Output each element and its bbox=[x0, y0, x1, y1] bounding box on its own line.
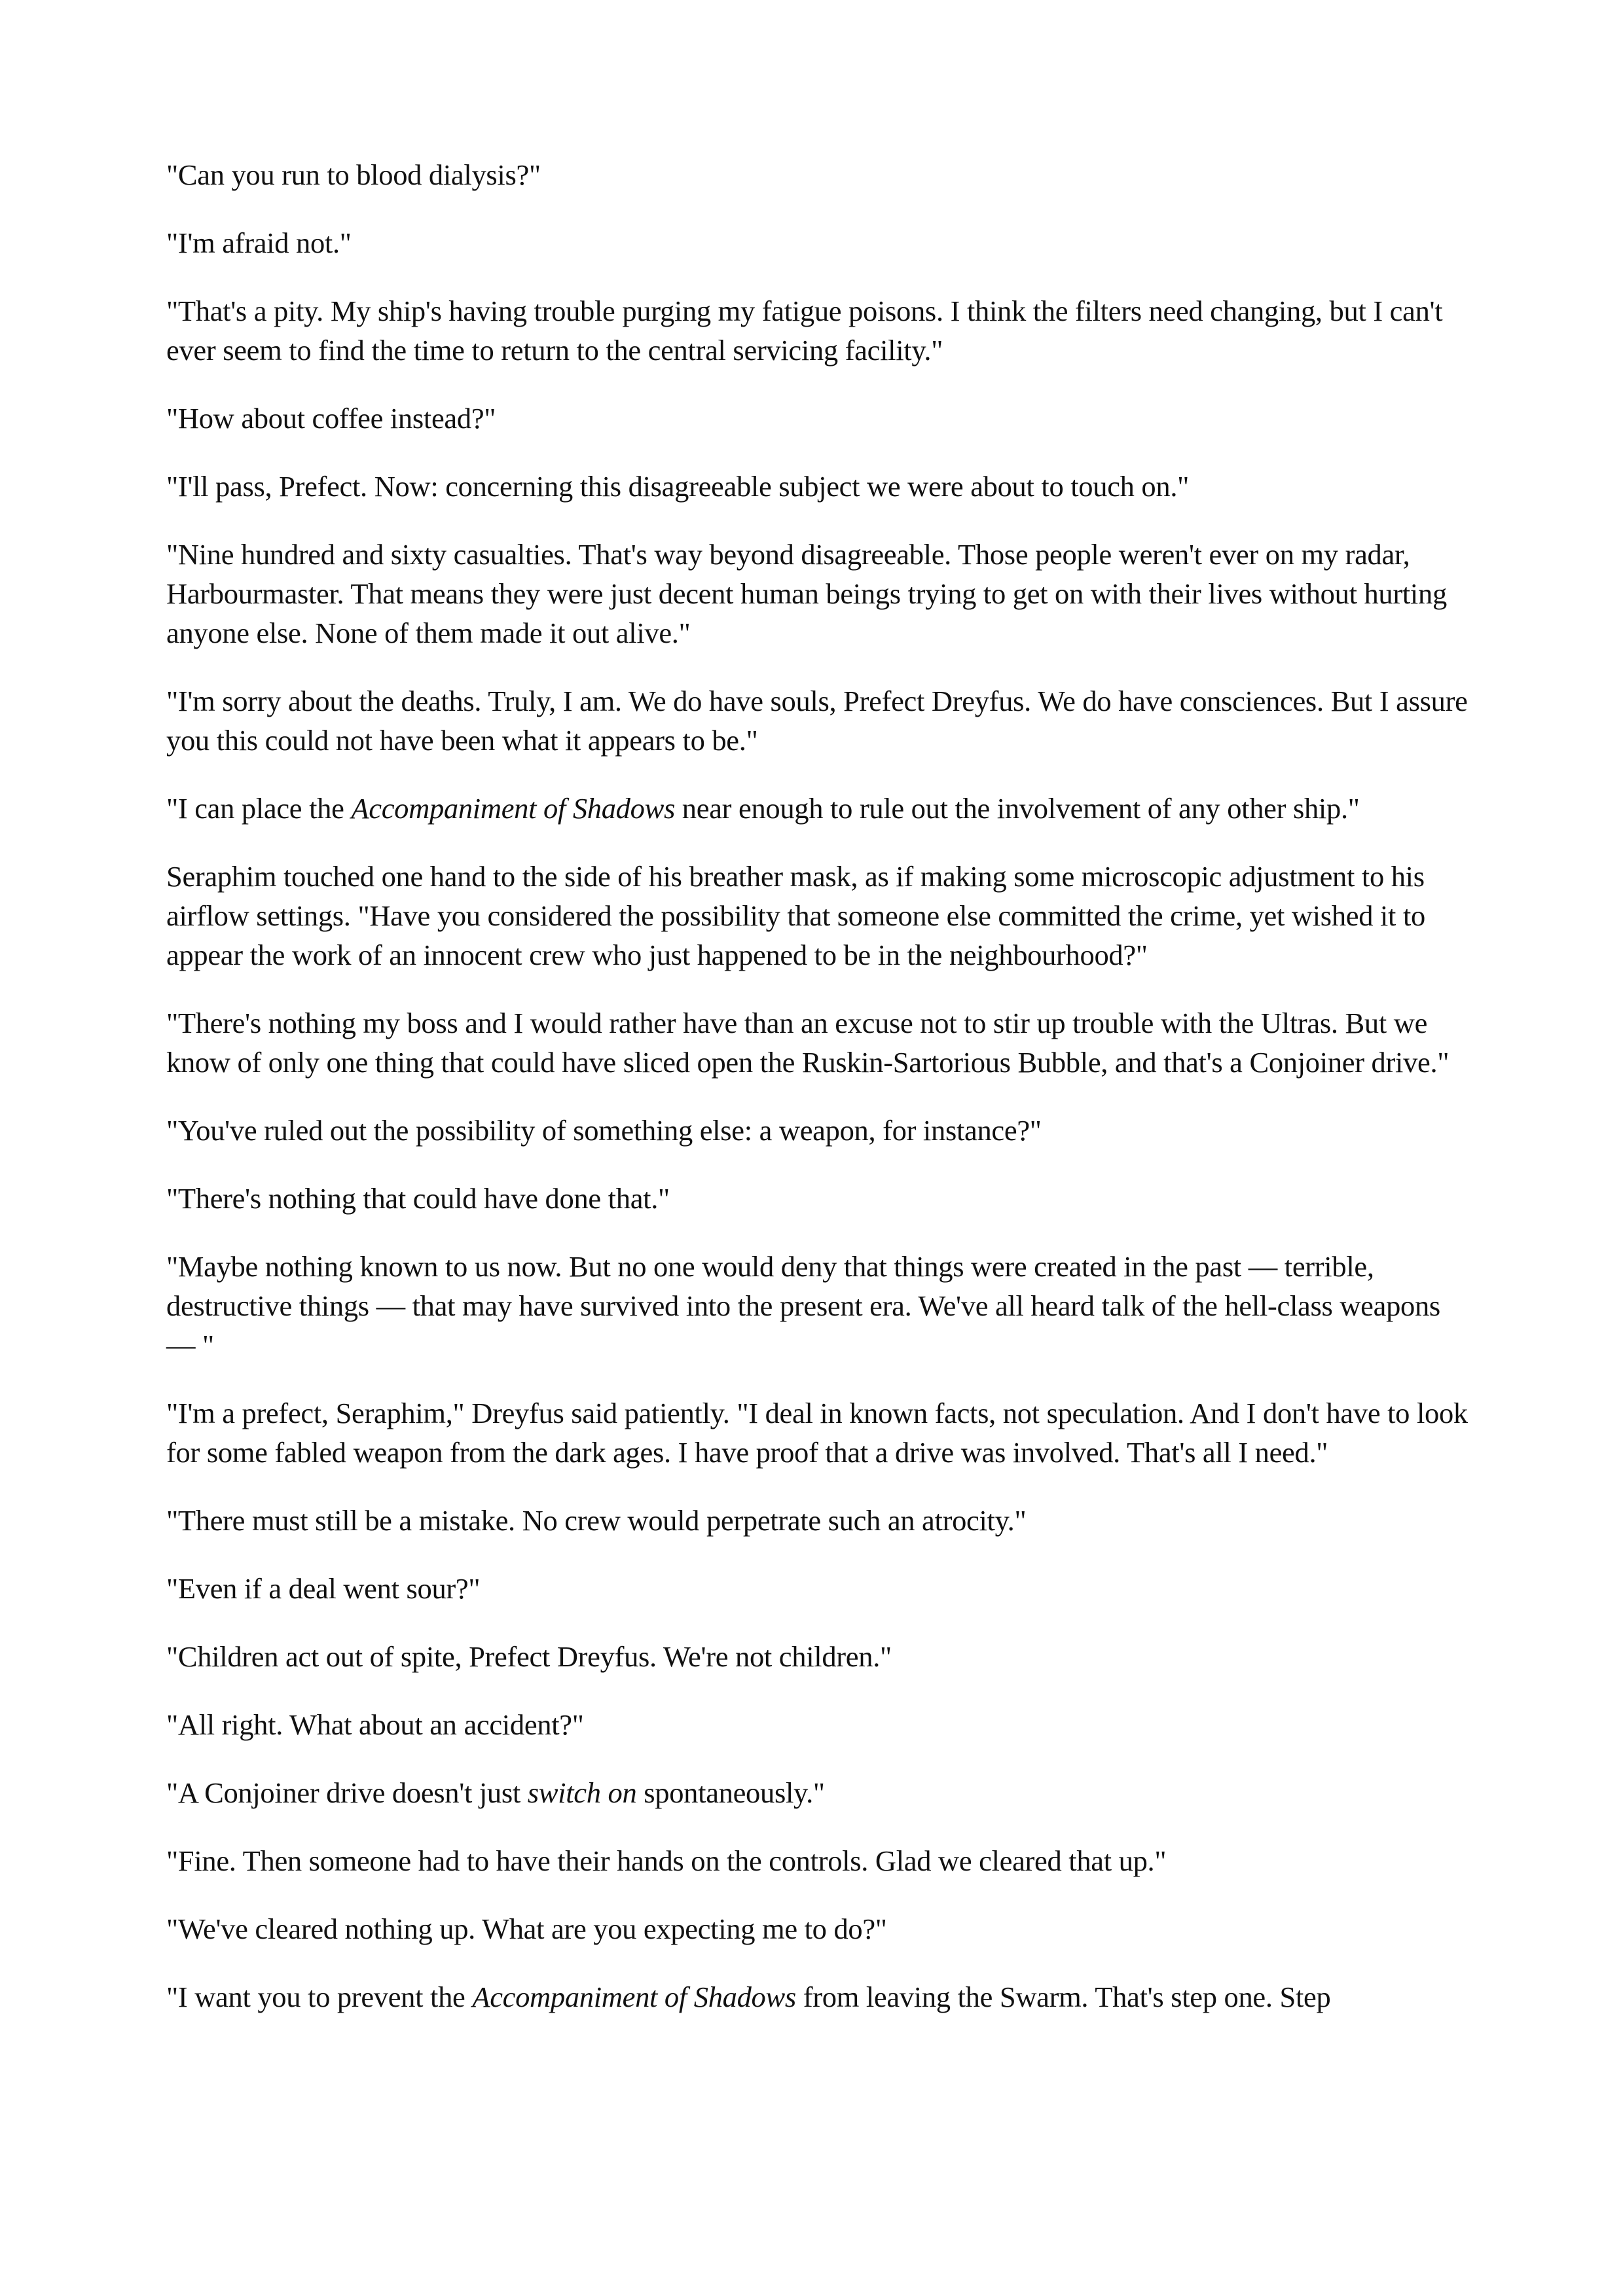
paragraph bbox=[166, 399, 1476, 438]
paragraph bbox=[166, 1501, 1476, 1540]
text-run: "I'm a prefect, Seraphim," Dreyfus said patiently. "I deal in known facts, not speculation. And I don't have to look for some fabled weapon from the dark ages. I have proof that a drive was involved. That's all I need." bbox=[166, 1397, 1468, 1469]
paragraph bbox=[166, 291, 1476, 370]
paragraph bbox=[166, 1179, 1476, 1218]
text-run: "Fine. Then someone had to have their hands on the controls. Glad we cleared that up." bbox=[166, 1844, 1167, 1877]
document-page bbox=[166, 155, 1476, 2045]
text-run: "There must still be a mistake. No crew would perpetrate such an atrocity." bbox=[166, 1504, 1027, 1537]
paragraph bbox=[166, 467, 1476, 506]
paragraph bbox=[166, 1003, 1476, 1082]
text-run: "I'm afraid not." bbox=[166, 226, 352, 259]
paragraph bbox=[166, 1705, 1476, 1744]
paragraph bbox=[166, 1393, 1476, 1472]
paragraph bbox=[166, 681, 1476, 760]
paragraph bbox=[166, 535, 1476, 653]
text-run: "A Conjoiner drive doesn't just bbox=[166, 1776, 528, 1809]
paragraph bbox=[166, 223, 1476, 262]
paragraph bbox=[166, 1841, 1476, 1880]
text-run: "All right. What about an accident?" bbox=[166, 1708, 584, 1741]
text-run: "Even if a deal went sour?" bbox=[166, 1572, 481, 1605]
paragraph bbox=[166, 155, 1476, 194]
text-run: "How about coffee instead?" bbox=[166, 402, 496, 435]
text-run: "There's nothing that could have done that." bbox=[166, 1182, 670, 1215]
text-run: "Can you run to blood dialysis?" bbox=[166, 158, 541, 191]
paragraph bbox=[166, 1637, 1476, 1676]
paragraph bbox=[166, 1111, 1476, 1150]
text-body bbox=[166, 155, 1476, 2017]
paragraph bbox=[166, 789, 1476, 828]
paragraph bbox=[166, 857, 1476, 975]
text-run: "We've cleared nothing up. What are you expecting me to do?" bbox=[166, 1912, 887, 1945]
text-run: "I can place the bbox=[166, 792, 352, 825]
italic-text: Accompaniment of Shadows bbox=[472, 1981, 796, 2013]
text-run: "I want you to prevent the bbox=[166, 1981, 473, 2013]
text-run: near enough to rule out the involvement of any other ship." bbox=[674, 792, 1360, 825]
text-run: "That's a pity. My ship's having trouble purging my fatigue poisons. I think the filters need changing, but I can't ever seem to find the time to return to the central servicing facility." bbox=[166, 295, 1443, 367]
text-run: "You've ruled out the possibility of something else: a weapon, for instance?" bbox=[166, 1114, 1042, 1147]
paragraph bbox=[166, 1773, 1476, 1812]
italic-text: switch on bbox=[527, 1776, 637, 1809]
text-run: spontaneously." bbox=[636, 1776, 825, 1809]
text-run: Seraphim touched one hand to the side of his breather mask, as if making some microscopic adjustment to his airflow settings. "Have you considered the possibility that someone else committed the crime, yet wished it to appear the work of an innocent crew who just happened to be in the neighbourhood?" bbox=[166, 860, 1425, 971]
text-run: "Maybe nothing known to us now. But no one would deny that things were created in the past — terrible, destructive things — that may have survived into the present era. We've all heard talk of the hell-class weapons — " bbox=[166, 1250, 1440, 1361]
text-run: "I'm sorry about the deaths. Truly, I am. We do have souls, Prefect Dreyfus. We do have consciences. But I assure you this could not have been what it appears to be." bbox=[166, 685, 1468, 757]
paragraph bbox=[166, 1569, 1476, 1608]
paragraph bbox=[166, 1247, 1476, 1365]
paragraph bbox=[166, 1977, 1476, 2017]
text-run: "There's nothing my boss and I would rather have than an excuse not to stir up trouble with the Ultras. But we know of only one thing that could have sliced open the Ruskin-Sartorious Bubble, and that's a Conjoiner drive." bbox=[166, 1007, 1450, 1079]
text-run: "I'll pass, Prefect. Now: concerning this disagreeable subject we were about to touch on." bbox=[166, 470, 1190, 503]
text-run: from leaving the Swarm. That's step one. Step bbox=[795, 1981, 1331, 2013]
text-run: "Children act out of spite, Prefect Dreyfus. We're not children." bbox=[166, 1640, 892, 1673]
paragraph bbox=[166, 1909, 1476, 1948]
text-run: "Nine hundred and sixty casualties. That's way beyond disagreeable. Those people weren't ever on my radar, Harbourmaster. That means they were just decent human beings trying to get on with their lives without hurting anyone else. None of them made it out alive." bbox=[166, 538, 1447, 649]
italic-text: Accompaniment of Shadows bbox=[351, 792, 675, 825]
